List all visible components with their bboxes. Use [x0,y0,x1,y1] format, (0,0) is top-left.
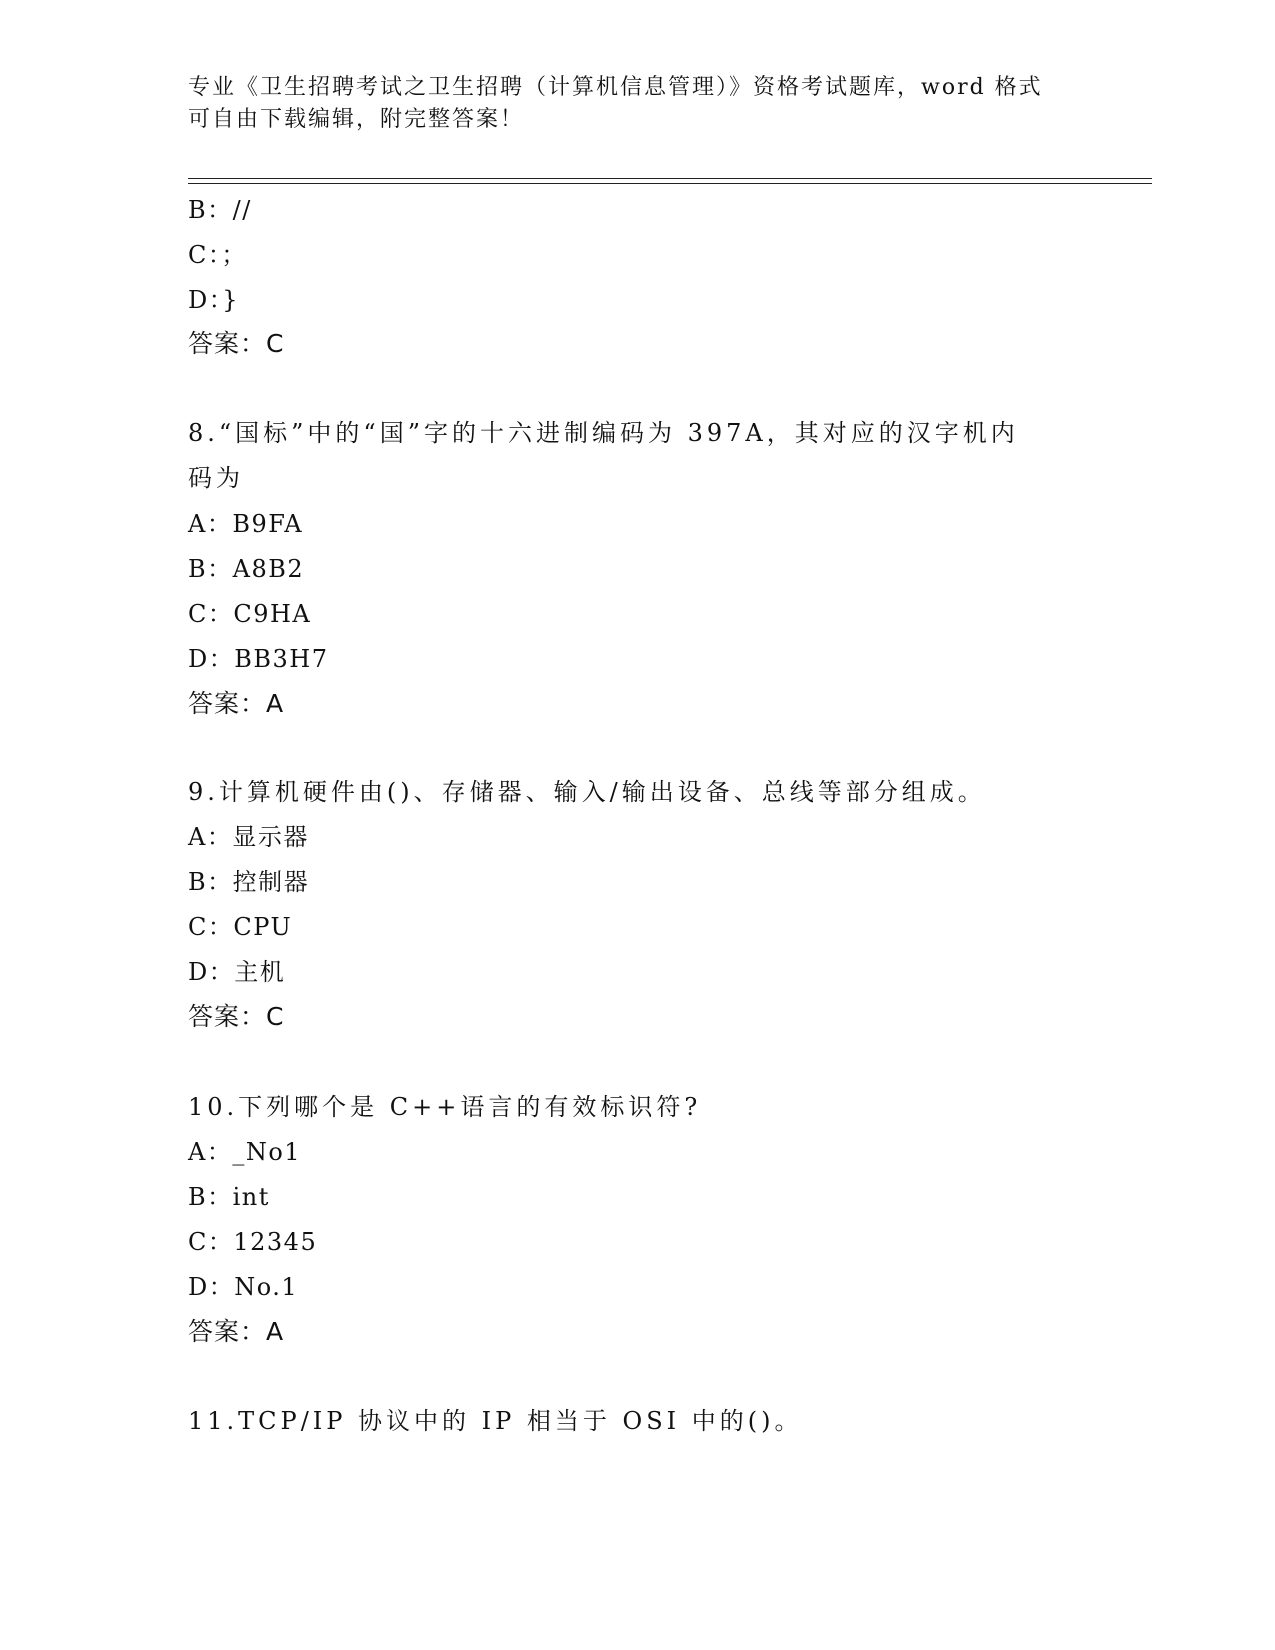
header-divider-bottom [188,183,1152,184]
option-b: B：int [188,1183,270,1211]
option-c: C：12345 [188,1228,318,1256]
answer: 答案：C [188,1002,285,1031]
option-d: D：} [188,286,240,314]
question-text-cont: 码为 [188,464,244,492]
question-text: 9.计算机硬件由()、存储器、输入/输出设备、总线等部分组成。 [188,778,986,806]
option-a: A：_No1 [188,1138,302,1166]
option-c: C：CPU [188,913,293,941]
option-b: B：控制器 [188,868,310,896]
document-header [188,72,1068,136]
option-a: A：B9FA [188,510,304,538]
option-b: B：A8B2 [188,555,305,583]
option-b: B：// [188,196,252,224]
option-d: D：No.1 [188,1273,299,1301]
question-text: 11.TCP/IP 协议中的 IP 相当于 OSI 中的()。 [188,1407,803,1435]
question-text: 8.“国标”中的“国”字的十六进制编码为 397A，其对应的汉字机内 [188,419,1019,447]
answer: 答案：C [188,329,285,358]
header-line-2: 可自由下载编辑，附完整答案！ [188,107,525,132]
answer: 答案：A [188,1317,285,1346]
option-d: D：BB3H7 [188,645,329,673]
header-line-1: 专业《卫生招聘考试之卫生招聘（计算机信息管理）》资格考试题库，word 格式 [188,75,1043,100]
answer: 答案：A [188,689,285,718]
option-d: D：主机 [188,958,286,986]
option-c: C：； [188,241,247,269]
option-a: A：显示器 [188,823,309,851]
question-text: 10.下列哪个是 C++语言的有效标识符? [188,1093,702,1121]
header-divider-top [188,178,1152,179]
option-c: C：C9HA [188,600,312,628]
